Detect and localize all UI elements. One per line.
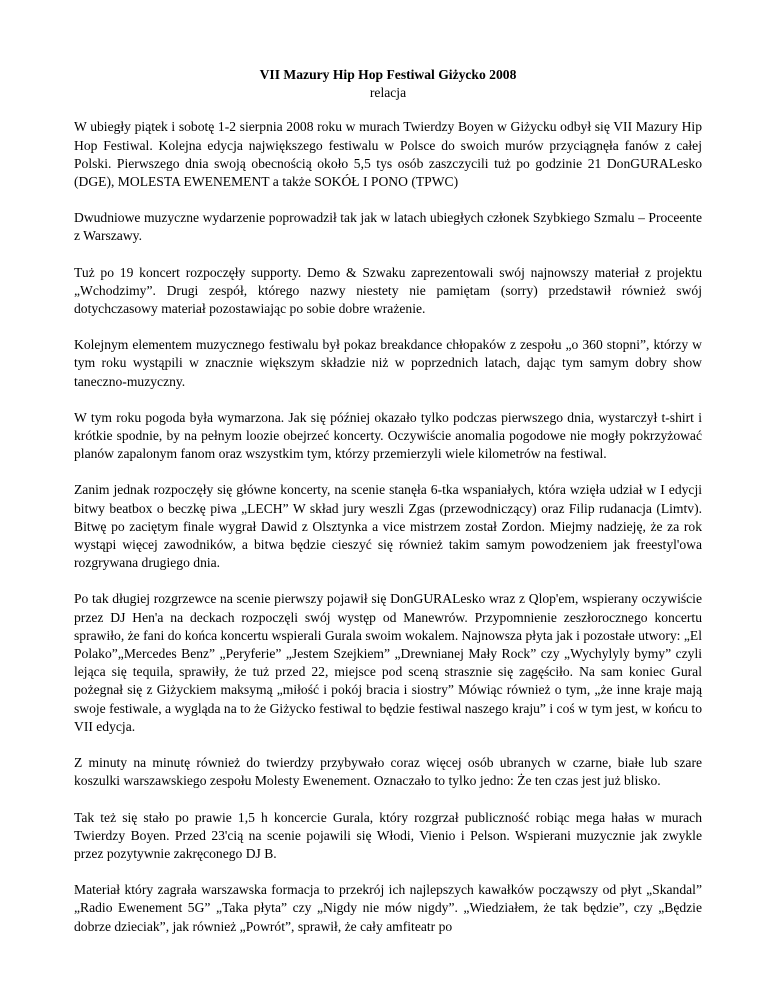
paragraph-4: Kolejnym elementem muzycznego festiwalu był pokaz breakdance chłopaków z zespołu „o 360 stopni”, którzy w tym roku wystąpili w znacznie większym składzie niż w poprzednich latach, dając tym samym dobry show taneczno-muzyczny. xyxy=(74,337,702,389)
paragraph-8: Z minuty na minutę również do twierdzy przybywało coraz więcej osób ubranych w czarne, białe lub szare koszulki warszawskiego zespołu Molesty Ewenement. Oznaczało to tylko jedno: Że ten czas jest już blisko. xyxy=(74,755,702,789)
paragraph-3: Tuż po 19 koncert rozpoczęły supporty. Demo & Szwaku zaprezentowali swój najnowszy materiał z projektu „Wchodzimy”. Drugi zespół, którego nazwy niestety nie pamiętam (sorry) przedstawił również swój dotychczasowy materiał pozostawiając po sobie dobre wrażenie. xyxy=(74,264,702,317)
paragraph-5: W tym roku pogoda była wymarzona. Jak się później okazało tylko podczas pierwszego dnia, wystarczył t-shirt i krótkie spodnie, by na pełnym loozie obejrzeć koncerty. Oczywiście anomalia pogodowe nie mogły pokrzyżować planów zapalonym fanom oraz wszystkim tym, którzy przemierzyli wiele kilometrów na festiwal. xyxy=(74,409,702,462)
paragraph-10: Materiał który zagrała warszawska formacja to przekrój ich najlepszych kawałków począwszy od płyt „Skandal” „Radio Ewenement 5G” „Taka płyta” czy „Nigdy nie mów nigdy”. „Wiedziałem, że tak będzie”, czy „Będzie dobrze dzieciak”, jak również „Powrót”, sprawił, że cały amfiteatr po xyxy=(74,882,702,934)
paragraph-9: Tak też się stało po prawie 1,5 h koncercie Gurala, który rozgrzał publiczność robiąc mega hałas w murach Twierdzy Boyen. Przed 23'cią na scenie pojawili się Włodi, Vienio i Pelson. Wspierani muzycznie jak zwykle przez pozytywnie zakręconego DJ B. xyxy=(74,809,702,861)
document-page xyxy=(74,66,702,954)
document-title: VII Mazury Hip Hop Festiwal Giżycko 2008 xyxy=(259,67,517,82)
paragraph-6: Zanim jednak rozpoczęły się główne koncerty, na scenie stanęła 6-tka wspaniałych, która wzięła udział w I edycji bitwy beatbox o beczkę piwa „LECH” W skład jury weszli Zgas (przewodniczący) oraz Filip rudanacja (Limtv). Bitwę po zaciętym finale wygrał Dawid z Olsztynka a vice mistrzem został Zordon. Miejmy nadzieję, że za rok wystąpi więcej zawodników, a bitwa będzie cieszyć się również takim samym powodzeniem jak freestyl'owa rozgrywana drugiego dnia. xyxy=(74,482,702,571)
paragraph-7: Po tak długiej rozgrzewce na scenie pierwszy pojawił się DonGURALesko wraz z Qlop'em, wspierany oczywiście przez DJ Hen'a na deckach rozpoczęli swój występ od Manewrów. Przypomnienie zeszłorocznego koncertu sprawiło, że fani do końca koncertu wspierali Gurala swoim wokalem. Najnowsza płyta jak i pozostałe utwory: „El Polako”„Mercedes Benz” „Peryferie” „Jestem Szejkiem” „Drewnianej Mały Rock” czy „Wychylyly bymy” czyli lejąca się tequila, sprawiły, że tuż przed 22, miejsce pod sceną strasznie się zagęściło. Na sam koniec Gural pożegnał się z Giżyckiem maksymą „miłość i pokój bracia i siostry” Mówiąc również o tym, „że inne kraje mają swoje festiwale, a wygląda na to że Giżycko festiwal to będzie festiwal naszego kraju” i coś w tym jest, w końcu to VII edycja. xyxy=(74,591,702,734)
paragraph-1: W ubiegły piątek i sobotę 1-2 sierpnia 2008 roku w murach Twierdzy Boyen w Giżycku odbył się VII Mazury Hip Hop Festiwal. Kolejna edycja największego festiwalu w Polsce do swoich murów przyciągnęła fanów z całej Polski. Pierwszego dnia swoją obecnością około 5,5 tys osób zaszczycili tuż po godzinie 21 DonGURALesko (DGE), MOLESTA EWENEMENT a także SOKÓŁ I PONO (TPWC) xyxy=(74,119,702,190)
document-subtitle: relacja xyxy=(369,85,407,101)
paragraph-2: Dwudniowe muzyczne wydarzenie poprowadził tak jak w latach ubiegłych członek Szybkiego Szmalu – Proceente z Warszawy. xyxy=(74,210,702,244)
